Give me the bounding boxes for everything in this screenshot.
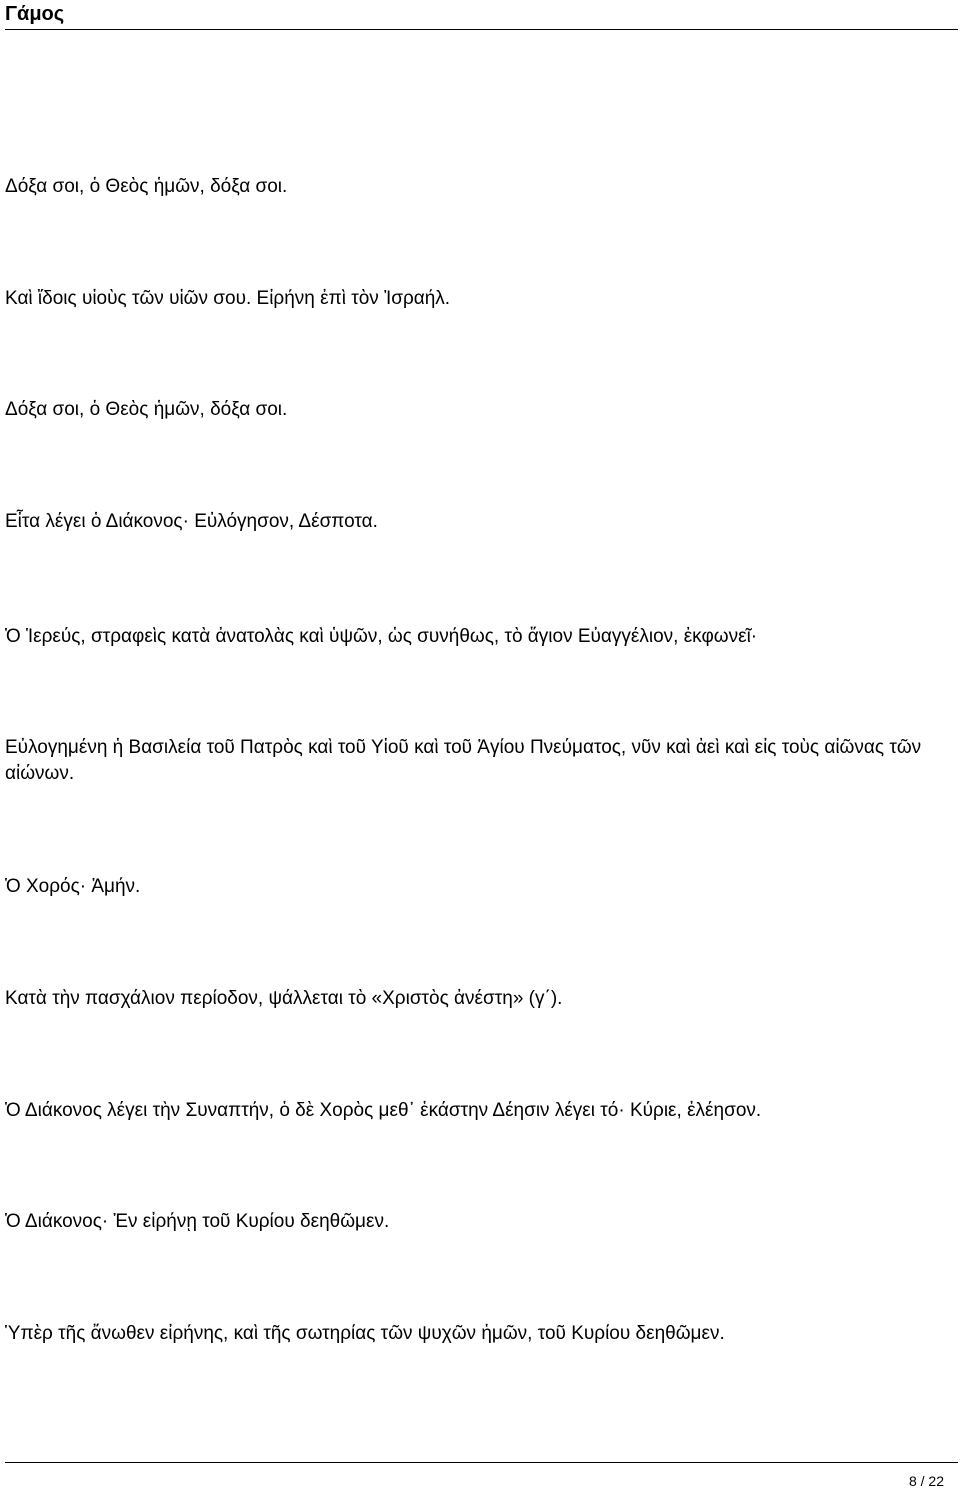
paragraph-10: Ὁ Διάκονος· Ἐν εἰρήνῃ τοῦ Κυρίου δεηθῶμεν. xyxy=(5,1211,390,1232)
paragraph-3: Δόξα σοι, ὁ Θεὸς ἡμῶν, δόξα σοι. xyxy=(5,399,288,420)
paragraph-1: Δόξα σοι, ὁ Θεὸς ἡμῶν, δόξα σοι. xyxy=(5,176,288,197)
header-divider xyxy=(5,29,958,30)
paragraph-4: Εἶτα λέγει ὁ Διάκονος· Εὐλόγησον, Δέσποτα. xyxy=(5,511,378,532)
page-header xyxy=(0,0,960,32)
page-number: 8 / 22 xyxy=(908,1473,944,1489)
paragraph-8: Κατὰ τὴν πασχάλιον περίοδον, ψάλλεται τὸ «Χριστὸς ἀνέστη» (γ΄). xyxy=(5,988,563,1009)
page-footer xyxy=(0,1462,960,1490)
paragraph-6: Εὐλογημένη ἡ Βασιλεία τοῦ Πατρὸς καὶ τοῦ Υἱοῦ καὶ τοῦ Ἁγίου Πνεύματος, νῦν καὶ ἀεὶ καὶ εἰς τοὺς αἰῶνας τῶν αἰώνων. xyxy=(5,737,922,784)
paragraph-2: Καὶ ἴδοις υἱοὺς τῶν υἱῶν σου. Εἰρήνη ἐπὶ τὸν Ἰσραήλ. xyxy=(5,288,451,309)
paragraph-7: Ὁ Χορός· Ἀμήν. xyxy=(5,876,141,897)
paragraph-11: Ὑπὲρ τῆς ἄνωθεν εἰρήνης, καὶ τῆς σωτηρίας τῶν ψυχῶν ἡμῶν, τοῦ Κυρίου δεηθῶμεν. xyxy=(5,1323,725,1344)
footer-divider xyxy=(5,1462,958,1463)
page-title: Γάμος xyxy=(5,3,65,25)
paragraph-5: Ὁ Ἱερεύς, στραφεὶς κατὰ ἀνατολὰς καὶ ὑψῶν, ὡς συνήθως, τὸ ἅγιον Εὐαγγέλιον, ἐκφωνεῖ· xyxy=(5,626,758,647)
paragraph-9: Ὁ Διάκονος λέγει τὴν Συναπτήν, ὁ δὲ Χορὸς μεθ᾽ ἑκάστην Δέησιν λέγει τό· Κύριε, ἐλέησον. xyxy=(5,1100,762,1121)
